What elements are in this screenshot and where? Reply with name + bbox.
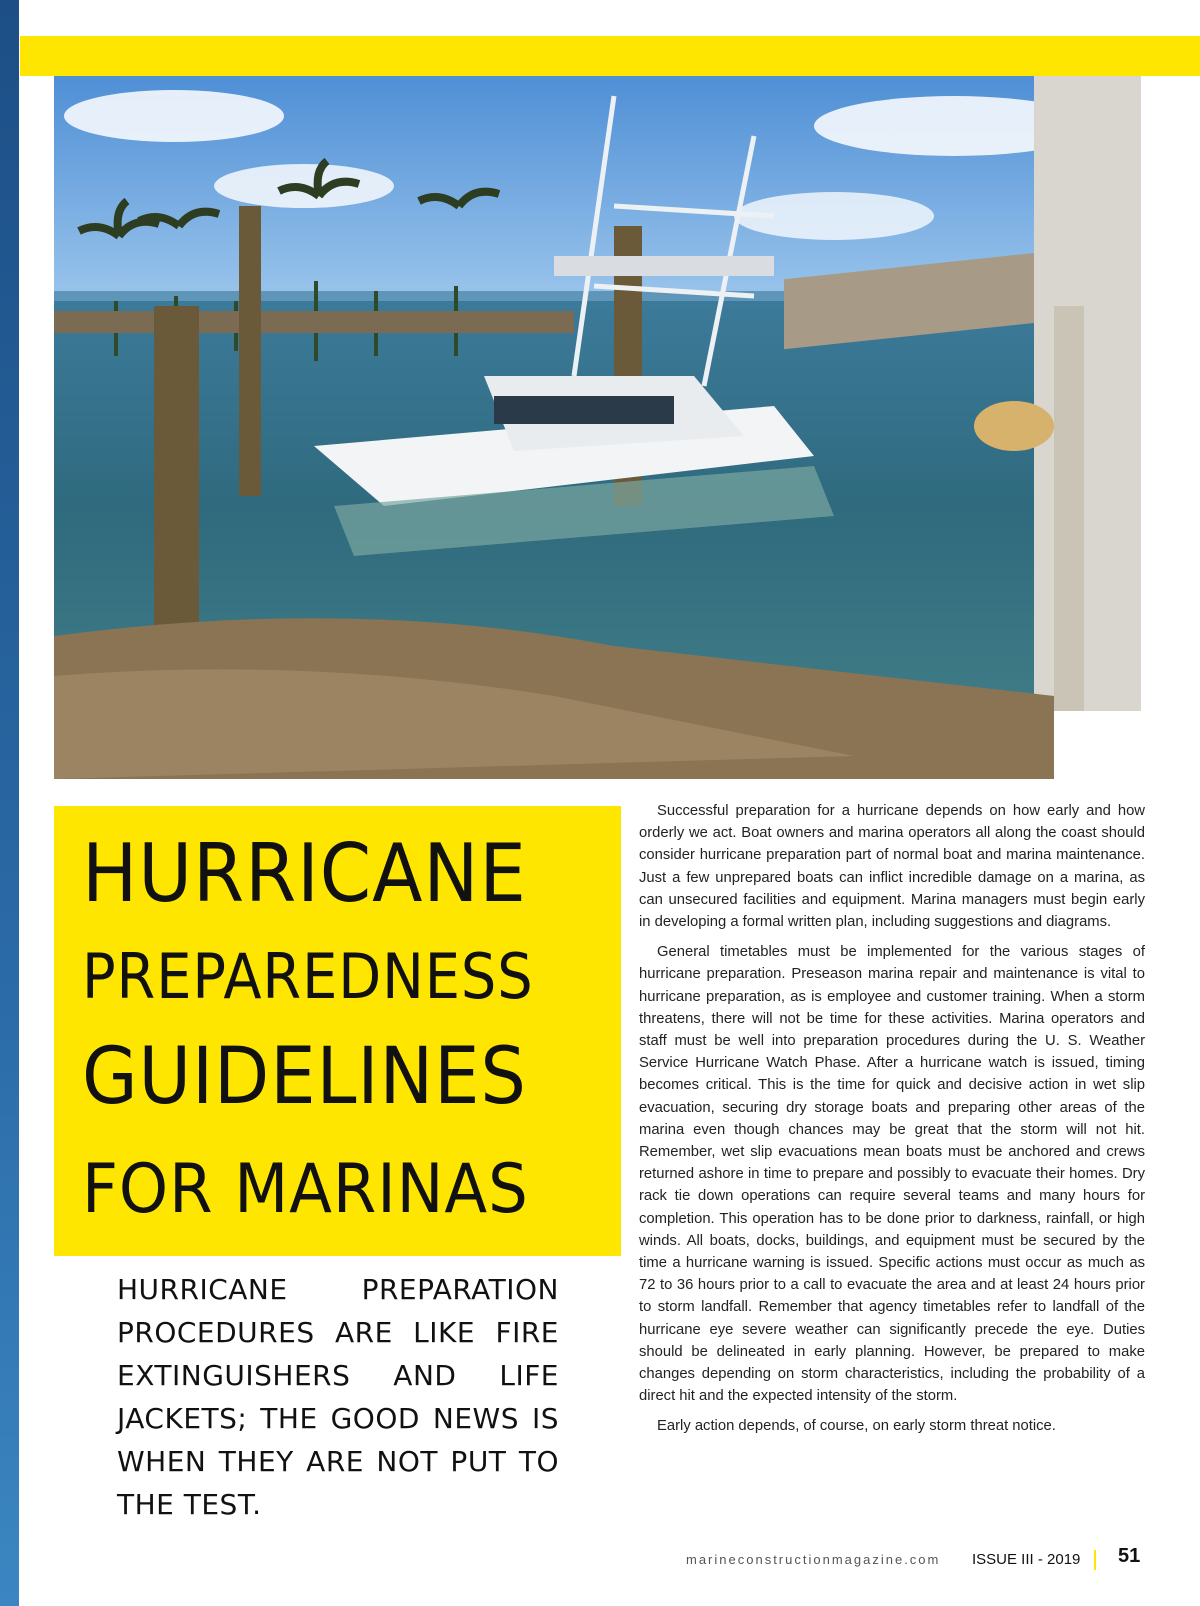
headline-box (54, 806, 621, 1256)
headline-line-3: GUIDELINES (82, 1032, 527, 1122)
page-number: 51 (1118, 1545, 1141, 1567)
sunken-boat-illustration (54, 76, 1141, 779)
article-body (639, 800, 1145, 1446)
left-color-band (0, 0, 19, 1606)
body-paragraph-3: Early action depends, of course, on early storm threat notice. (657, 1418, 1056, 1435)
top-yellow-bar (20, 36, 1200, 76)
body-paragraph-1: Successful preparation for a hurricane depends on how early and how orderly we act. Boat owners and marina operators all along the coast should consider hurricane preparation part of normal boat and marina maintenance. Just a few unprepared boats can inflict incredible damage on a marina, as can unsecured facilities and equipment. Marina managers must begin early in developing a formal written plan, including suggestions and diagrams. (639, 803, 1145, 931)
headline-line-1: HURRICANE (82, 827, 527, 920)
headline-line-2: PREPAREDNESS (82, 940, 534, 1013)
body-paragraph-2: General timetables must be implemented for the various stages of hurricane preparation. Preseason marina repair and maintenance is vital to hurricane preparation, as is employee and customer training. When a storm threatens, there will not be time for these activities. Marina operators and staff must be well into preparation procedures during the U. S. Weather Service Hurricane Watch Phase. After a hurricane watch is issued, timing becomes critical. This is the time for quick and decisive action in wet slip evacuation, securing dry storage boats and preparing other areas of the marina even though chances may be great that the storm will not hit. Remember, wet slip evacuations mean boats must be anchored and crews returned ashore in time to prepare and possibly to evacuate their homes. Dry rack tie down operations can require several teams and many hours for completion. This operation has to be done prior to darkness, rainfall, or high winds. All boats, docks, buildings, and equipment must be secured by the time a hurricane warning is issued. Specific actions must occur as much as 72 to 36 hours prior to a call to evacuate the area and at least 24 hours prior to storm landfall. Remember that agency timetables refer to landfall of the hurricane eye severe weather can significantly precede the eye. Duties should be delineated in early planning. However, be prepared to make changes depending on storm characteristics, including the probability of a direct hit and the expected intensity of the storm. (639, 944, 1145, 1405)
pull-quote: HURRICANE PREPARATION PROCEDURES ARE LIKE FIRE EXTINGUISHERS AND LIFE JACKETS; THE GOOD NEWS IS WHEN THEY ARE NOT PUT TO THE TEST. (117, 1273, 559, 1521)
marina-photo (54, 76, 1141, 779)
footer-website: marineconstructionmagazine.com (686, 1552, 941, 1567)
headline-line-4: FOR MARINAS (82, 1150, 529, 1229)
footer-divider (1094, 1550, 1096, 1570)
footer-issue: ISSUE III - 2019 (972, 1551, 1081, 1568)
